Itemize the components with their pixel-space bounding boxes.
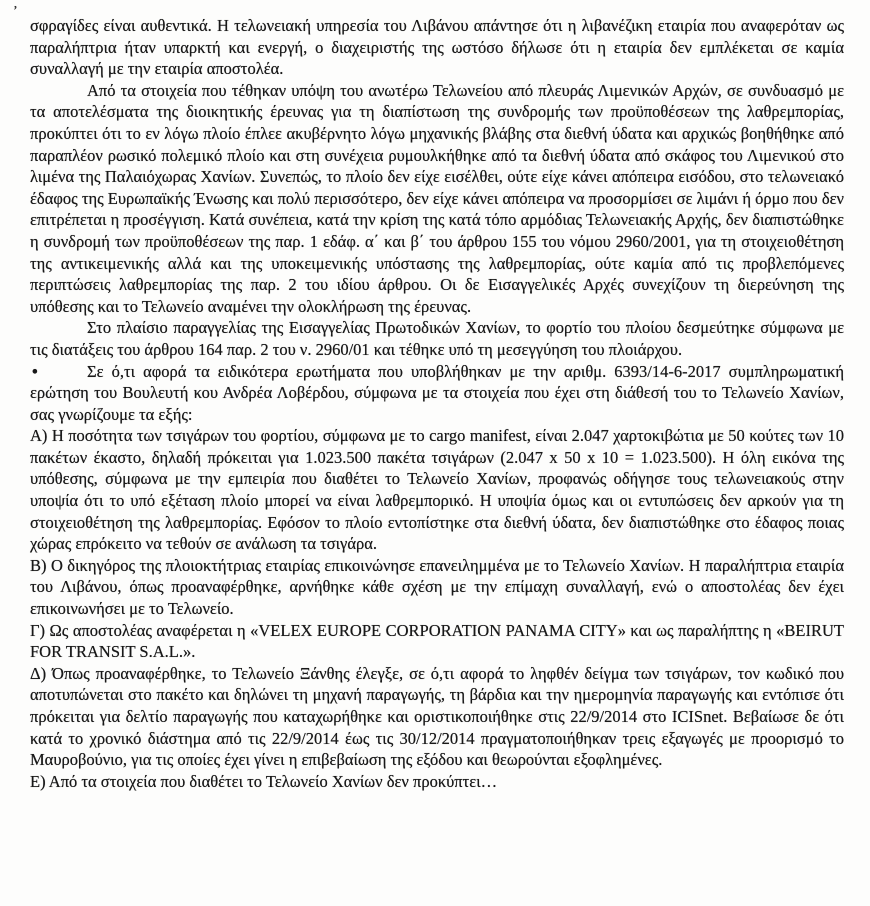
paragraph-mp-question: [30, 361, 844, 426]
paragraph-investigation-findings: Από τα στοιχεία που τέθηκαν υπόψη του ανωτέρω Τελωνείου από πλευράς Λιμενικών Αρχών, σε συνδυασμό με τα αποτελέσματα της διοικητικής έρευνας για τη διαπίστωση της συνδρομής των προϋποθέσεων της λαθρεμπορίας, προκύπτει ότι το εν λόγω πλοίο έπλεε ακυβέρνητο λόγω μηχανικής βλάβης στα διεθνή ύδατα και αρχικώς βοηθήθηκε από παραπλέον ρωσικό πολεμικό πλοίο και στη συνέχεια ρυμουλκήθηκε από τα διεθνή ύδατα από σκάφος του Λιμενικού στο λιμένα της Παλαιόχωρας Χανίων. Συνεπώς, το πλοίο δεν είχε εισέλθει, ούτε είχε κάνει απόπειρα εισόδου, στο τελωνειακό έδαφος της Ευρωπαϊκής Ένωσης και πολύ περισσότερο, δεν είχε κάνει απόπειρα να προσορμίσει σε λιμάνι ή όρμο που δεν επιτρέπεται η προσέγγιση. Κατά συνέπεια, κατά την κρίση της κατά τόπο αρμόδιας Τελωνειακής Αρχής, δεν διαπιστώθηκε η συνδρομή των προϋποθέσεων της παρ. 1 εδάφ. α΄ και β΄ του άρθρου 155 του νόμου 2960/2001, για τη στοιχειοθέτηση της αντικειμενικής αλλά και της υποκειμενικής υπόστασης της λαθρεμπορίας, ούτε καμία από τις προβλεπόμενες περιπτώσεις λαθρεμπορίας της παρ. 2 του ιδίου άρθρου. Οι δε Εισαγγελικές Αρχές συνεχίζουν τη διερεύνηση της υπόθεσης και το Τελωνείο αναμένει την ολοκλήρωση της έρευνας.: [30, 80, 844, 316]
paragraph-item-a-cigarette-quantity: Α) Η ποσότητα των τσιγάρων του φορτίου, σύμφωνα με το cargo manifest, είναι 2.047 χαρτοκιβώτια με 50 κούτες των 10 πακέτων έκαστο, δηλαδή πρόκειται για 1.023.500 πακέτα τσιγάρων (2.047 x 50 x 10 = 1.023.500). Η όλη εικόνα της υπόθεσης, σύμφωνα με την εμπειρία που διαθέτει το Τελωνείο Χανίων, προφανώς οδήγησε τους τελωνειακούς στην υποψία ότι το υπό εξέταση πλοίο μπορεί να είναι λαθρεμπορικό. Η υποψία όμως και οι εντυπώσεις δεν αρκούν για τη στοιχειοθέτηση της λαθρεμπορίας. Εφόσον το πλοίο εντοπίστηκε στα διεθνή ύδατα, δεν διαπιστώθηκε στο έδαφος ποιας χώρας επρόκειτο να τεθούν σε ανάλωση τα τσιγάρα.: [30, 426, 844, 554]
scan-artifact-mark: ’: [13, 4, 18, 19]
paragraph-seals-authentic: σφραγίδες είναι αυθεντικά. Η τελωνειακή υπηρεσία του Λιβάνου απάντησε ότι η λιβανέζικη εταιρία που αναφερόταν ως παραλήπτρια ήταν υπαρκτή και ενεργή, ο διαχειριστής της ωστόσο δήλωσε ότι η εταιρία δεν εμπλέκεται σε καμία συναλλαγή με την εταιρία αποστολέα.: [30, 16, 844, 79]
paragraph-cargo-sequestration: Στο πλαίσιο παραγγελίας της Εισαγγελίας Πρωτοδικών Χανίων, το φορτίο του πλοίου δεσμεύτηκε σύμφωνα με τις διατάξεις του άρθρου 164 παρ. 2 του ν. 2960/01 και τέθηκε υπό τη μεσεγγύηση του πλοιάρχου.: [30, 318, 844, 359]
paragraph-item-d-xanthi-customs-check: Δ) Όπως προαναφέρθηκε, το Τελωνείο Ξάνθης έλεγξε, σε ό,τι αφορά το ληφθέν δείγμα των τσιγάρων, τον κωδικό που αποτυπώνεται στο πακέτο και δηλώνει τη μηχανή παραγωγής, τη βάρδια και την ημερομηνία παραγωγής και εντόπισε ότι πρόκειται για δελτίο παραγωγής που καταχωρήθηκε και οριστικοποιήθηκε στις 22/9/2014 στο ICISnet. Βεβαίωσε δε ότι κατά το χρονικό διάστημα από τις 22/9/2014 έως τις 30/12/2014 πραγματοποιήθηκαν τρεις εξαγωγές με προορισμό το Μαυροβούνιο, για τις οποίες έχει γίνει η επιβεβαίωση της εξόδου και θεωρούνται εξοφλημένες.: [30, 663, 844, 770]
bullet-icon: •: [32, 361, 38, 381]
paragraph-item-c-sender-receiver: Γ) Ως αποστολέας αναφέρεται η «VELEX EUROPE CORPORATION PANAMA CITY» και ως παραλήπτης η «BEIRUT FOR TRANSIT S.A.L.».: [30, 620, 844, 662]
paragraph-item-e-clipped: Ε) Από τα στοιχεία που διαθέτει το Τελωνείο Χανίων δεν προκύπτει…: [30, 771, 498, 791]
paragraph-item-b-lawyer-contact: Β) Ο δικηγόρος της πλοιοκτήτριας εταιρίας επικοινώνησε επανειλημμένα με το Τελωνείο Χανίων. Η παραλήπτρια εταιρία του Λιβάνου, όπως προαναφέρθηκε, αρνήθηκε κάθε σχέση με την επίμαχη συναλλαγή, ενώ ο αποστολέας δεν έχει επικοινωνήσει με το Τελωνείο.: [30, 555, 844, 619]
paragraph-mp-question-text: Σε ό,τι αφορά τα ειδικότερα ερωτήματα που υποβλήθηκαν με την αριθμ. 6393/14-6-2017 συμπληρωματική ερώτηση του Βουλευτή κου Ανδρέα Λοβέρδου, σύμφωνα με τα στοιχεία που έχει στη διάθεσή του το Τελωνείο Χανίων, σας γνωρίζουμε τα εξής:: [30, 361, 844, 424]
